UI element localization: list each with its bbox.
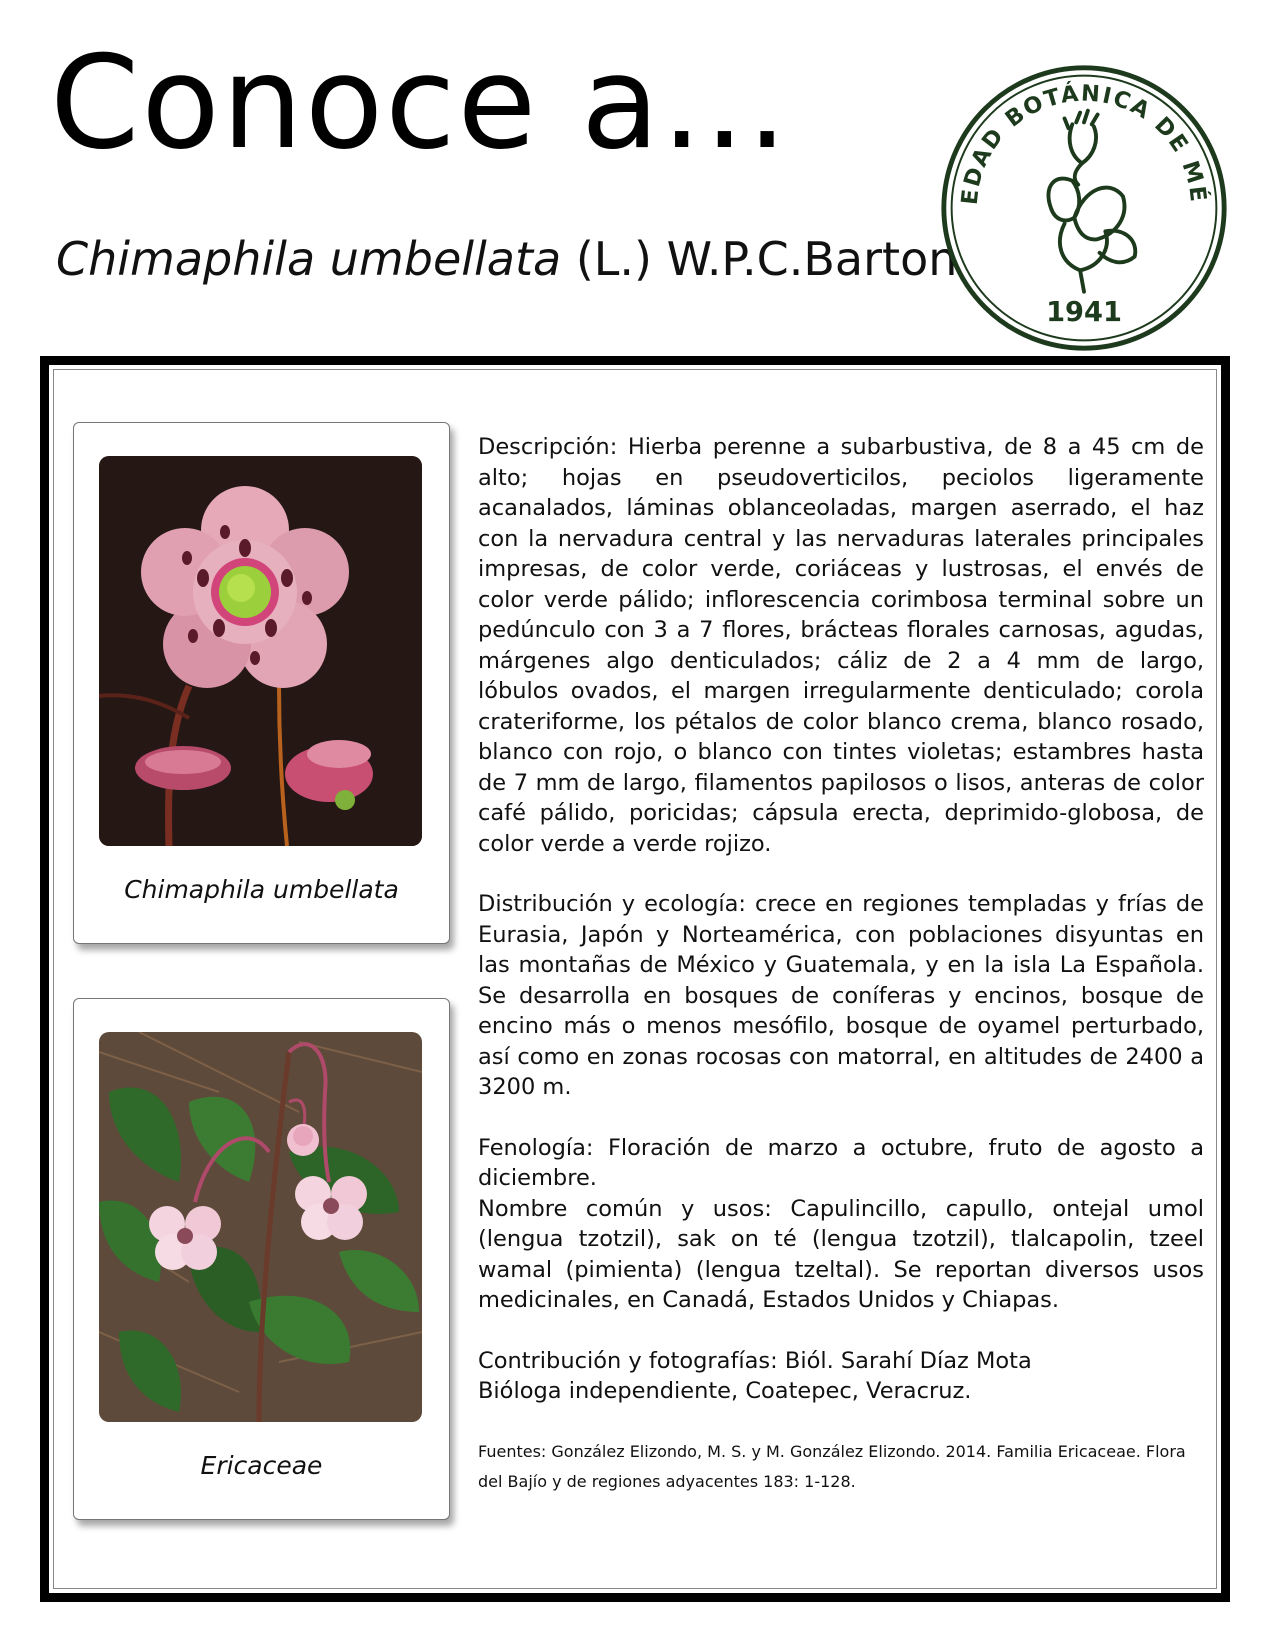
contribution-affiliation: Bióloga independiente, Coatepec, Veracruz. (478, 1378, 972, 1404)
logo-text: EDAD BOTÁNICA DE MÉ (956, 80, 1212, 206)
card-caption: Chimaphila umbellata (124, 875, 399, 904)
distribution-paragraph (478, 889, 1204, 1103)
description-label: Descripción: (478, 434, 618, 460)
logo-year: 1941 (1046, 296, 1122, 328)
phenology-paragraph (478, 1133, 1204, 1194)
phenology-text: Floración de marzo a octubre, fruto de agosto a diciembre. (478, 1134, 1204, 1191)
text-column (478, 432, 1204, 1497)
plant-with-nodding-flowers-photo (99, 1032, 422, 1422)
sources-paragraph (478, 1437, 1204, 1497)
sources-label: Fuentes: (478, 1441, 547, 1461)
phenology-label: Fenología: (478, 1134, 594, 1161)
sources-text: González Elizondo, M. S. y M. González Elizondo. 2014. Familia Ericaceae. Flora del Bajío y de regiones adyacentes 183: 1-128. (478, 1441, 1186, 1491)
description-text: Hierba perenne a subarbustiva, de 8 a 45 cm de alto; hojas en pseudoverticilos, peciolos ligeramente acanalados, láminas oblanceoladas, margen aserrado, el haz con la nervadura central y las nervaduras laterales principales impresas, de color verde, coriáceas y lustrosas, el envés de color verde pálido; inflorescencia corimbosa terminal sobre un pedúnculo con 3 a 7 flores, brácteas florales carnosas, agudas, márgenes algo denticulados; cáliz de 2 a 4 mm de largo, lóbulos ovados, el margen irregularmente denticulado; corola crateriforme, los pétalos de color blanco crema, blanco rosado, blanco con rojo, o blanco con tintes violetas; estambres hasta de 7 mm de largo, filamentos papilosos o lisos, anteras de color café pálido, poricidas; cápsula erecta, deprimido-globosa, de color verde a verde rojizo. (478, 434, 1205, 857)
card-caption: Ericaceae (200, 1451, 323, 1480)
species-author: (L.) W.P.C.Barton (575, 232, 958, 286)
species-name (56, 232, 958, 286)
common-names-text: Capulincillo, capullo, ontejal umol (lengua tzotzil), sak on té (lengua tzotzil), tlalcapolin, tzeel wamal (pimienta) (lengua tzeltal). Se reportan diversos usos medicinales, en Canadá, Estados Unidos y Chiapas. (478, 1195, 1205, 1313)
common-names-paragraph (478, 1194, 1204, 1316)
page-title: Conoce a... (50, 29, 790, 178)
pink-flower-photo (99, 456, 422, 846)
contribution-label: Contribución y fotografías: (478, 1347, 778, 1374)
contribution-paragraph (478, 1346, 1204, 1407)
flower-seal-icon (938, 62, 1230, 354)
common-names-label: Nombre común y usos: (478, 1195, 772, 1222)
species-binomial: Chimaphila umbellata (56, 232, 562, 286)
photo-card-plant (73, 998, 450, 1520)
distribution-text: crece en regiones templadas y frías de Eurasia, Japón y Norteamérica, con poblaciones disyuntas en las montañas de México y Guatemala, y en la isla La Española. Se desarrolla en bosques de coníferas y encinos, bosque de encino más o menos mesófilo, bosque de oyamel perturbado, así como en zonas rocosas con matorral, en altitudes de 2400 a 3200 m. (478, 891, 1204, 1100)
society-logo (938, 62, 1230, 354)
description-paragraph (478, 432, 1204, 859)
distribution-label: Distribución y ecología: (478, 891, 746, 917)
contribution-author: Biól. Sarahí Díaz Mota (784, 1347, 1032, 1374)
photo-card-flower (73, 422, 450, 944)
